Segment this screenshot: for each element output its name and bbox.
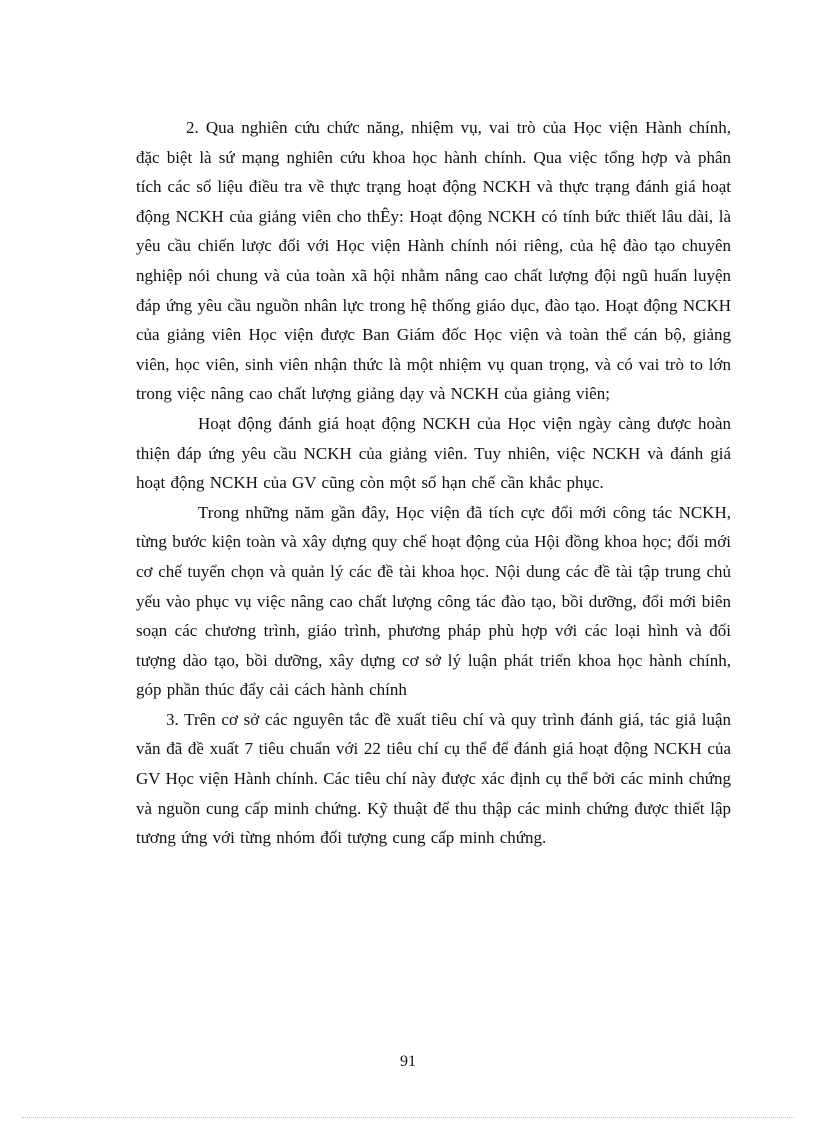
body-text [136,113,731,853]
paragraph-conclusion-3: 3. Trên cơ sở các nguyên tắc đề xuất tiêu chí và quy trình đánh giá, tác giả luận văn đã đề xuất 7 tiêu chuẩn với 22 tiêu chí cụ thể để đánh giá hoạt động NCKH của GV Học viện Hành chính. Các tiêu chí này được xác định cụ thể bởi các minh chứng và nguồn cung cấp minh chứng. Kỹ thuật để thu thập các minh chứng được thiết lập tương ứng với từng nhóm đối tượng cung cấp minh chứng. [136,709,731,848]
paragraph-evaluation-activity: Hoạt động đánh giá hoạt động NCKH của Học viện ngày càng được hoàn thiện đáp ứng yêu cầu NCKH của giảng viên. Tuy nhiên, việc NCKH và đánh giá hoạt động NCKH của GV cũng còn một số hạn chế cần khắc phục. [136,413,731,493]
page-bottom-divider [22,1117,794,1118]
paragraph-conclusion-2: 2. Qua nghiên cứu chức năng, nhiệm vụ, vai trò của Học viện Hành chính, đặc biệt là sứ mạng nghiên cứu khoa học hành chính. Qua việc tổng hợp và phân tích các số liệu điều tra về thực trạng hoạt động NCKH và thực trạng đánh giá hoạt động NCKH của giảng viên cho thÊy: Hoạt động NCKH có tính bức thiết lâu dài, là yêu cầu chiến lược đối với Học viện Hành chính nói riêng, của hệ đào tạo chuyên nghiệp nói chung và của toàn xã hội nhằm nâng cao chất lượng đội ngũ huấn luyện đáp ứng yêu cầu nguồn nhân lực trong hệ thống giáo dục, đào tạo. Hoạt động NCKH của giảng viên Học viện được Ban Giám đốc Học viện và toàn thể cán bộ, giảng viên, học viên, sinh viên nhận thức là một nhiệm vụ quan trọng, và có vai trò to lớn trong việc nâng cao chất lượng giảng dạy và NCKH của giảng viên; [136,118,731,404]
page-number: 91 [400,1053,416,1070]
paragraph-recent-years: Trong những năm gần đây, Học viện đã tích cực đổi mới công tác NCKH, từng bước kiện toàn và xây dựng quy chế hoạt động của Hội đồng khoa học; đổi mới cơ chế tuyển chọn và quản lý các đề tài khoa học. Nội dung các đề tài tập trung chủ yếu vào phục vụ việc nâng cao chất lượng công tác đào tạo, bồi dưỡng, đổi mới biên soạn các chương trình, giáo trình, phương pháp phù hợp với các loại hình và đối tượng dào tạo, bồi dưỡng, xây dựng cơ sở lý luận phát triển khoa học hành chính, góp phần thúc đẩy cải cách hành chính [136,502,731,700]
